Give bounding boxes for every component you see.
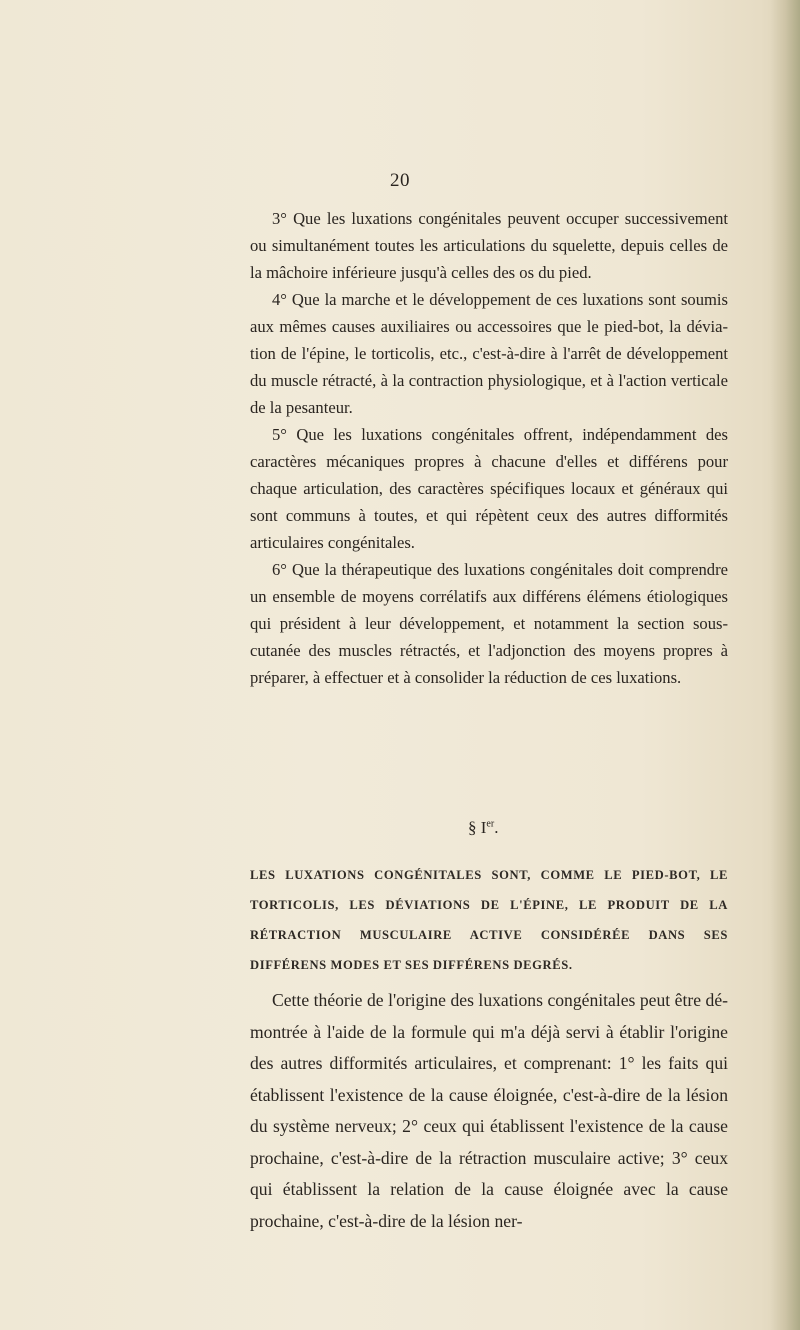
paragraph-4: 4° Que la marche et le développement de ces luxations sont soumis aux mêmes causes auxiliaires ou accessoires que le pied-bot, la déviation de l'épine, le torticolis, etc., c'est-à-dire à l'arrêt de développement du muscle rétracté, à la contraction physiologique, et à l'action verticale de la pesanteur. <box>250 290 728 417</box>
section-mark-suffix: . <box>494 818 499 837</box>
paragraph-5: 5° Que les luxations congénitales offrent, indépendamment des caractères mécaniques propres à chacune d'elles et différens pour chaque articulation, des caractères spécifiques locaux et généraux qui sont communs à toutes, et qui répètent ceux des autres difformités articulaires congénitales. <box>250 425 728 552</box>
section-mark <box>468 818 498 838</box>
page-edge-shadow <box>770 0 800 1330</box>
page-number: 20 <box>390 170 410 191</box>
paragraph-6: 6° Que la thérapeutique des luxations congénitales doit comprendre un ensemble de moyens corrélatifs aux différens élémens étiologiques qui président à leur développement, et notamment la section sous-cutanée des muscles rétractés, et l'adjonction des moyens propres à préparer, à effectuer et à consolider la réduction de ces luxations. <box>250 560 728 687</box>
numbered-conclusions <box>250 205 728 691</box>
section-body <box>250 985 728 1237</box>
section-heading: LES LUXATIONS CONGÉNITALES SONT, COMME LE PIED-BOT, LE TORTICOLIS, LES DÉVIATIONS DE L'ÉPINE, LE PRODUIT DE LA RÉTRACTION MUSCULAIRE ACTIVE CONSIDÉRÉE DANS SES DIFFÉRENS MODES ET SES DIFFÉRENS DEGRÉS. <box>250 868 728 972</box>
section-mark-label: § I <box>468 818 487 837</box>
paragraph-3: 3° Que les luxations congénitales peuvent occuper successivement ou simultanément toutes les articulations du squelette, depuis celles de la mâchoire inférieure jusqu'à celles des os du pied. <box>250 209 728 282</box>
section-mark-superscript: er <box>486 818 495 830</box>
closing-paragraph: Cette théorie de l'origine des luxations congénitales peut être démontrée à l'aide de la formule qui m'a déjà servi à établir l'origine des autres difformités articulaires, et comprenant: 1° les faits qui établissent l'existence de la cause éloignée, c'est-à-dire de la lésion du système nerveux; 2° ceux qui établissent l'existence de la cause prochaine, c'est-à-dire de la rétraction musculaire active; 3° ceux qui établissent la relation de la cause éloignée avec la cause prochaine, c'est-à-dire de la lésion ner- <box>250 990 728 1231</box>
